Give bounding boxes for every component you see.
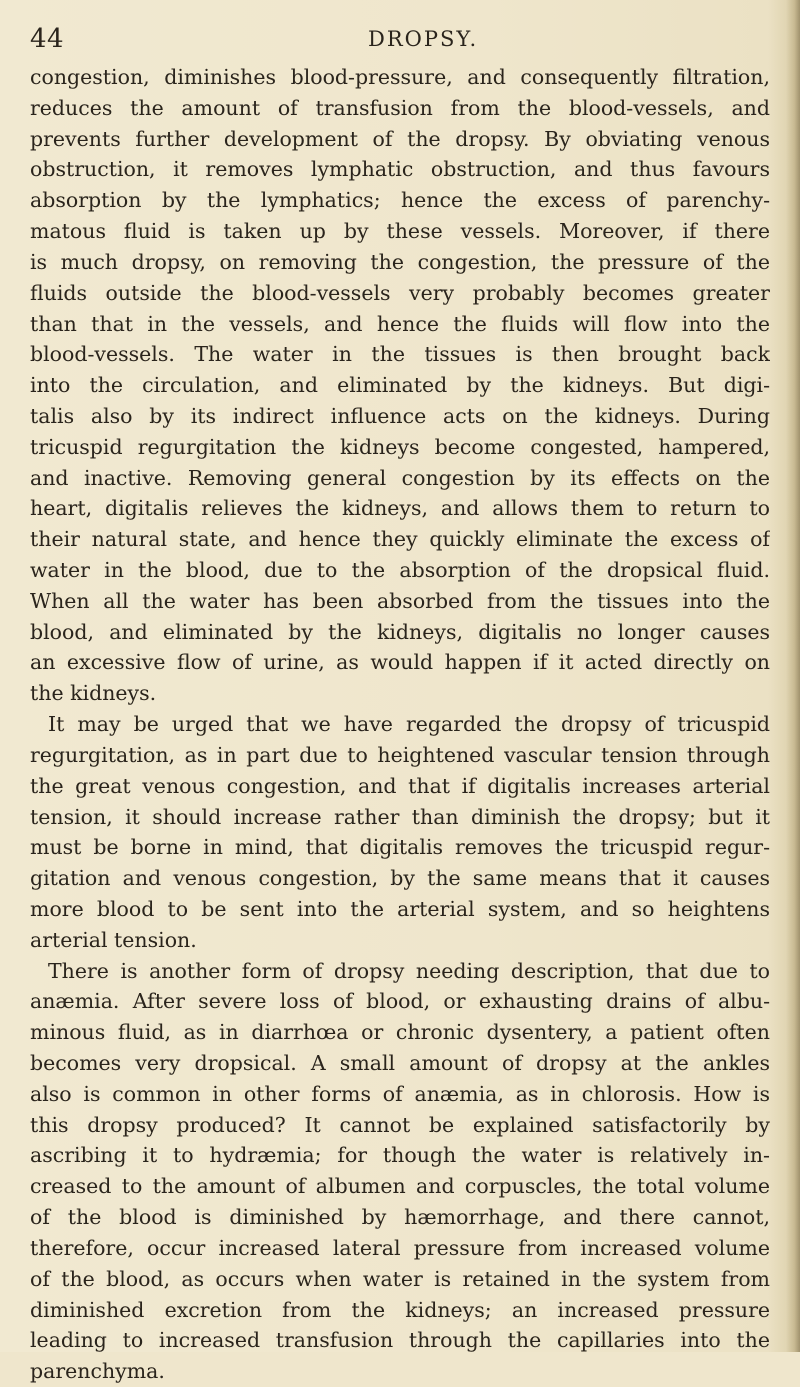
text-line: the great venous congestion, and that if digitalis increases arterial: [30, 773, 770, 798]
text-line: heart, digitalis relieves the kidneys, and allows them to return to: [30, 496, 770, 521]
text-line: is much dropsy, on removing the congestion, the pressure of the: [30, 249, 770, 274]
text-line: When all the water has been absorbed from the tissues into the: [30, 588, 770, 613]
text-line: must be borne in mind, that digitalis removes the tricuspid regur-: [30, 835, 770, 860]
page-number: 44: [30, 24, 65, 54]
running-head: [30, 24, 770, 58]
text-line: than that in the vessels, and hence the fluids will flow into the: [30, 311, 770, 336]
text-line: of the blood is diminished by hæmorrhage, and there cannot,: [30, 1205, 770, 1230]
text-line: creased to the amount of albumen and corpuscles, the total volume: [30, 1174, 770, 1199]
text-line: tricuspid regurgitation the kidneys become congested, hampered,: [30, 434, 770, 459]
running-title: DROPSY.: [368, 27, 479, 51]
paragraph-start-line: There is another form of dropsy needing description, that due to: [48, 958, 770, 983]
text-line: tension, it should increase rather than diminish the dropsy; but it: [30, 804, 770, 829]
text-line: water in the blood, due to the absorption of the dropsical fluid.: [30, 558, 770, 582]
text-line: regurgitation, as in part due to heightened vascular tension through: [30, 742, 770, 767]
text-line: more blood to be sent into the arterial system, and so heightens: [30, 896, 770, 921]
text-line: ascribing it to hydræmia; for though the water is relatively in-: [30, 1143, 770, 1168]
text-line: diminished excretion from the kidneys; an increased pressure: [30, 1297, 770, 1322]
text-line: this dropsy produced? It cannot be explained satisfactorily by: [30, 1112, 770, 1137]
text-line: fluids outside the blood-vessels very probably becomes greater: [30, 280, 770, 305]
paragraph-start-line: It may be urged that we have regarded the dropsy of tricuspid: [48, 712, 770, 737]
text-line: obstruction, it removes lymphatic obstruction, and thus favours: [30, 157, 770, 182]
text-line: congestion, diminishes blood-pressure, and consequently filtration,: [30, 65, 770, 89]
text-line: blood-vessels. The water in the tissues is then brought back: [30, 342, 770, 367]
text-line: minous fluid, as in diarrhœa or chronic dysentery, a patient often: [30, 1020, 770, 1045]
paragraph-end-line: the kidneys.: [30, 681, 157, 706]
text-line: talis also by its indirect influence acts on the kidneys. During: [30, 403, 770, 428]
text-line: of the blood, as occurs when water is retained in the system from: [30, 1266, 770, 1291]
text-line: gitation and venous congestion, by the same means that it causes: [30, 866, 770, 891]
paragraph-end-line: parenchyma.: [30, 1359, 165, 1384]
text-line: an excessive flow of urine, as would happen if it acted directly on: [30, 650, 770, 675]
text-line: matous fluid is taken up by these vessels. Moreover, if there: [30, 219, 770, 244]
text-line: becomes very dropsical. A small amount of dropsy at the ankles: [30, 1051, 770, 1075]
text-line: into the circulation, and eliminated by the kidneys. But digi-: [30, 373, 770, 398]
text-line: therefore, occur increased lateral pressure from increased volume: [30, 1235, 770, 1260]
text-line: and inactive. Removing general congestion by its effects on the: [30, 465, 770, 490]
text-line: also is common in other forms of anæmia, as in chlorosis. How is: [30, 1081, 770, 1106]
text-line: prevents further development of the dropsy. By obviating venous: [30, 126, 770, 151]
paragraph-end-line: arterial tension.: [30, 927, 197, 952]
page-edge-shadow: [786, 0, 800, 1352]
text-line: anæmia. After severe loss of blood, or exhausting drains of albu-: [30, 989, 770, 1014]
text-line: their natural state, and hence they quickly eliminate the excess of: [30, 527, 770, 552]
text-line: absorption by the lymphatics; hence the excess of parenchy-: [30, 188, 770, 213]
text-body: [30, 62, 770, 1387]
text-line: blood, and eliminated by the kidneys, digitalis no longer causes: [30, 619, 770, 644]
text-line: leading to increased transfusion through the capillaries into the: [30, 1328, 770, 1353]
text-line: reduces the amount of transfusion from the blood-vessels, and: [30, 95, 770, 120]
